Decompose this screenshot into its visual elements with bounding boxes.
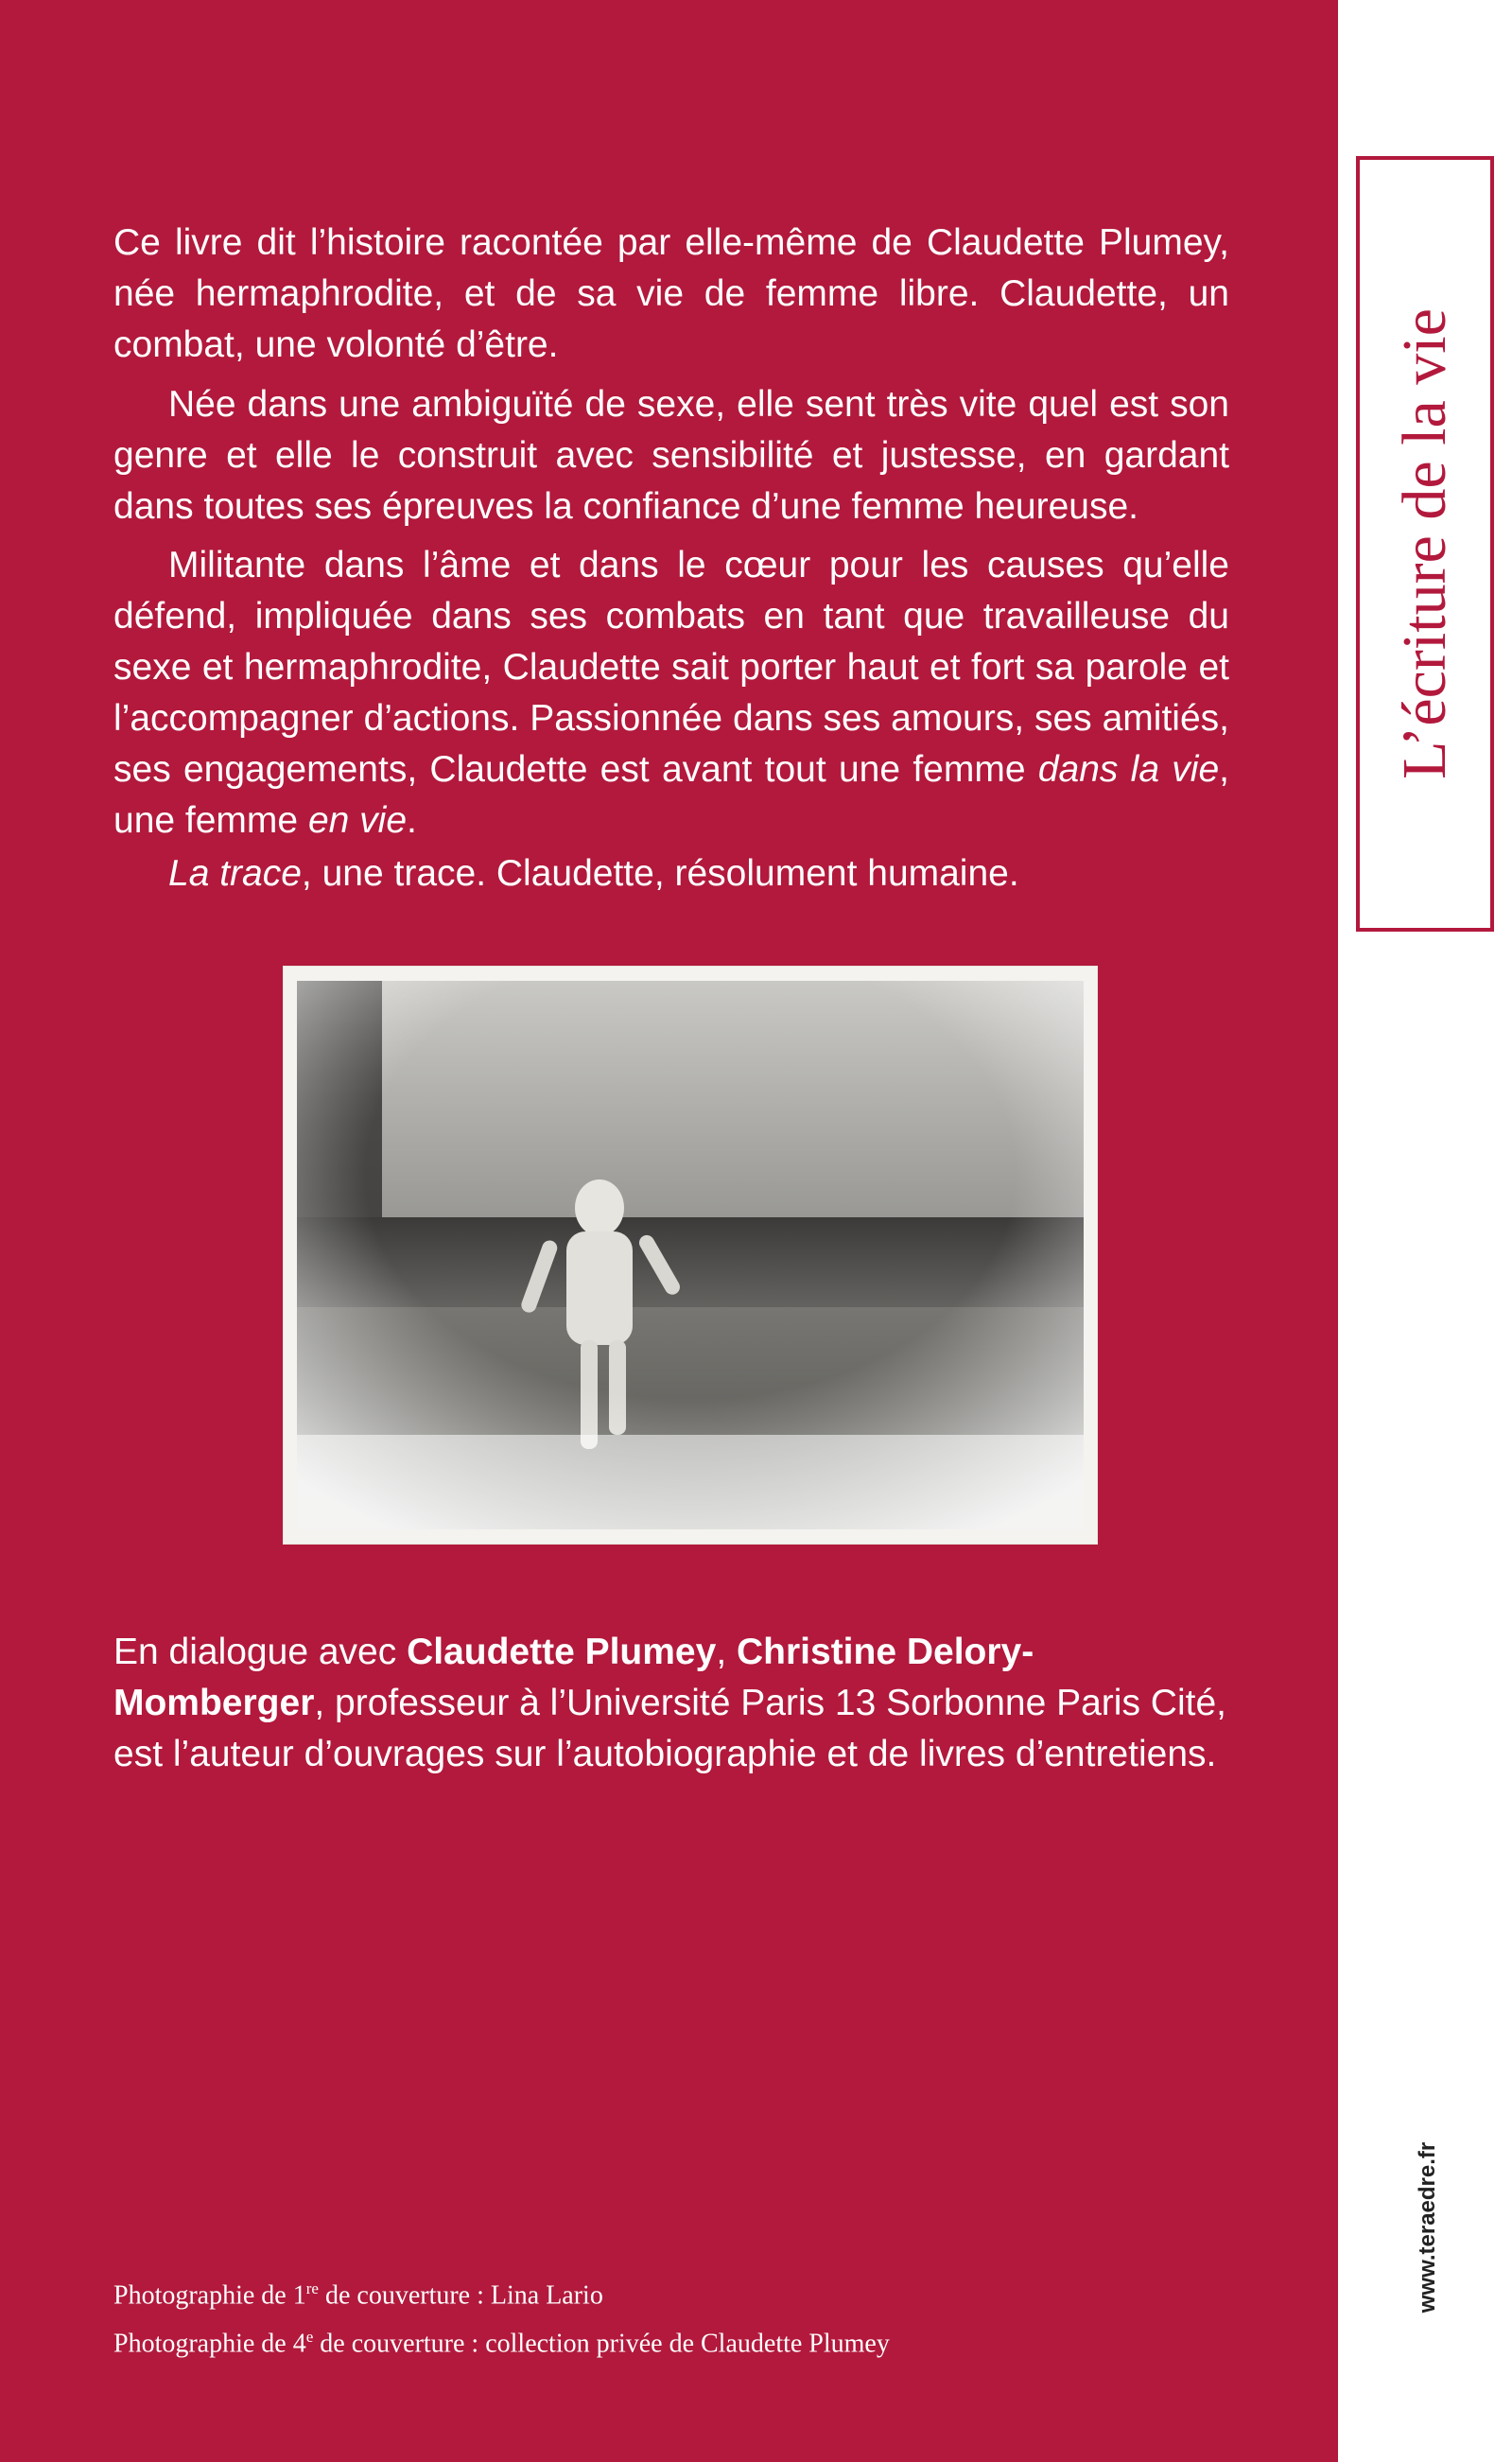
credit-1-sup: re <box>305 2279 319 2297</box>
blurb-emphasis-dans-la-vie: dans la vie <box>1037 749 1220 790</box>
blurb-text-1: Ce livre dit l’histoire racontée par elle-même de Claudette Plumey, née hermaphrodite, et de sa vie de femme libre. Claudette, un combat, une volonté d’être. <box>113 222 1229 365</box>
credit-2-sup: e <box>305 2328 314 2347</box>
author-bio <box>113 1627 1229 1780</box>
bio-rest: , professeur à l’Université Paris 13 Sorbonne Paris Cité, est l’auteur d’ouvrages sur l’autobiographie et de livres d’entretiens. <box>113 1683 1226 1774</box>
vintage-photo-child-on-beach <box>284 967 1097 1544</box>
publisher-website: www.teraedre.fr <box>1415 2141 1440 2314</box>
photo-illustration <box>297 981 1084 1529</box>
series-title: L’écriture de la vie <box>1390 308 1459 779</box>
credit-2a: Photographie de 4 <box>113 2329 306 2359</box>
credit-line-back-cover <box>113 2316 1248 2365</box>
blurb-text-2: Née dans une ambiguïté de sexe, elle sent très vite quel est son genre et elle le construit avec sensibilité et justesse, en gardant dans toutes ses épreuves la confiance d’une femme heureuse. <box>113 384 1229 527</box>
bio-separator: , <box>716 1632 737 1672</box>
blurb-emphasis-la-trace: La trace <box>168 853 302 894</box>
credit-line-front-cover <box>113 2268 1248 2316</box>
blurb-text-4: , une trace. Claudette, résolument humaine. <box>301 853 1019 894</box>
credit-2b: de couverture : collection privée de Claudette Plumey <box>313 2329 890 2359</box>
blurb-text-3a: Militante dans l’âme et dans le cœur pour les causes qu’elle défend, impliquée dans ses combats en tant que travailleuse du sexe et hermaphrodite, Claudette sait porter haut et fort sa parole et l’accompagner d’actions. Passionnée dans ses amours, ses amitiés, ses engagements, Claudette est avant tout une femme <box>113 545 1229 790</box>
blurb-paragraph-4 <box>113 848 1229 899</box>
credit-1a: Photographie de 1 <box>113 2280 306 2311</box>
bio-subject-name: Claudette Plumey <box>407 1632 717 1672</box>
blurb-text-3c: . <box>407 800 417 841</box>
blurb-emphasis-en-vie: en vie <box>307 800 408 841</box>
blurb-text-3b: , une femme <box>113 749 1229 841</box>
blurb-paragraph-1 <box>113 218 1229 371</box>
blurb-paragraph-2 <box>113 379 1229 533</box>
photo-credits <box>113 2268 1248 2366</box>
blurb-paragraph-3 <box>113 540 1229 847</box>
credit-1b: de couverture : Lina Lario <box>318 2280 603 2311</box>
bio-author-name: Christine Delory-Momberger <box>113 1632 1034 1723</box>
bio-prefix: En dialogue avec <box>113 1632 408 1672</box>
